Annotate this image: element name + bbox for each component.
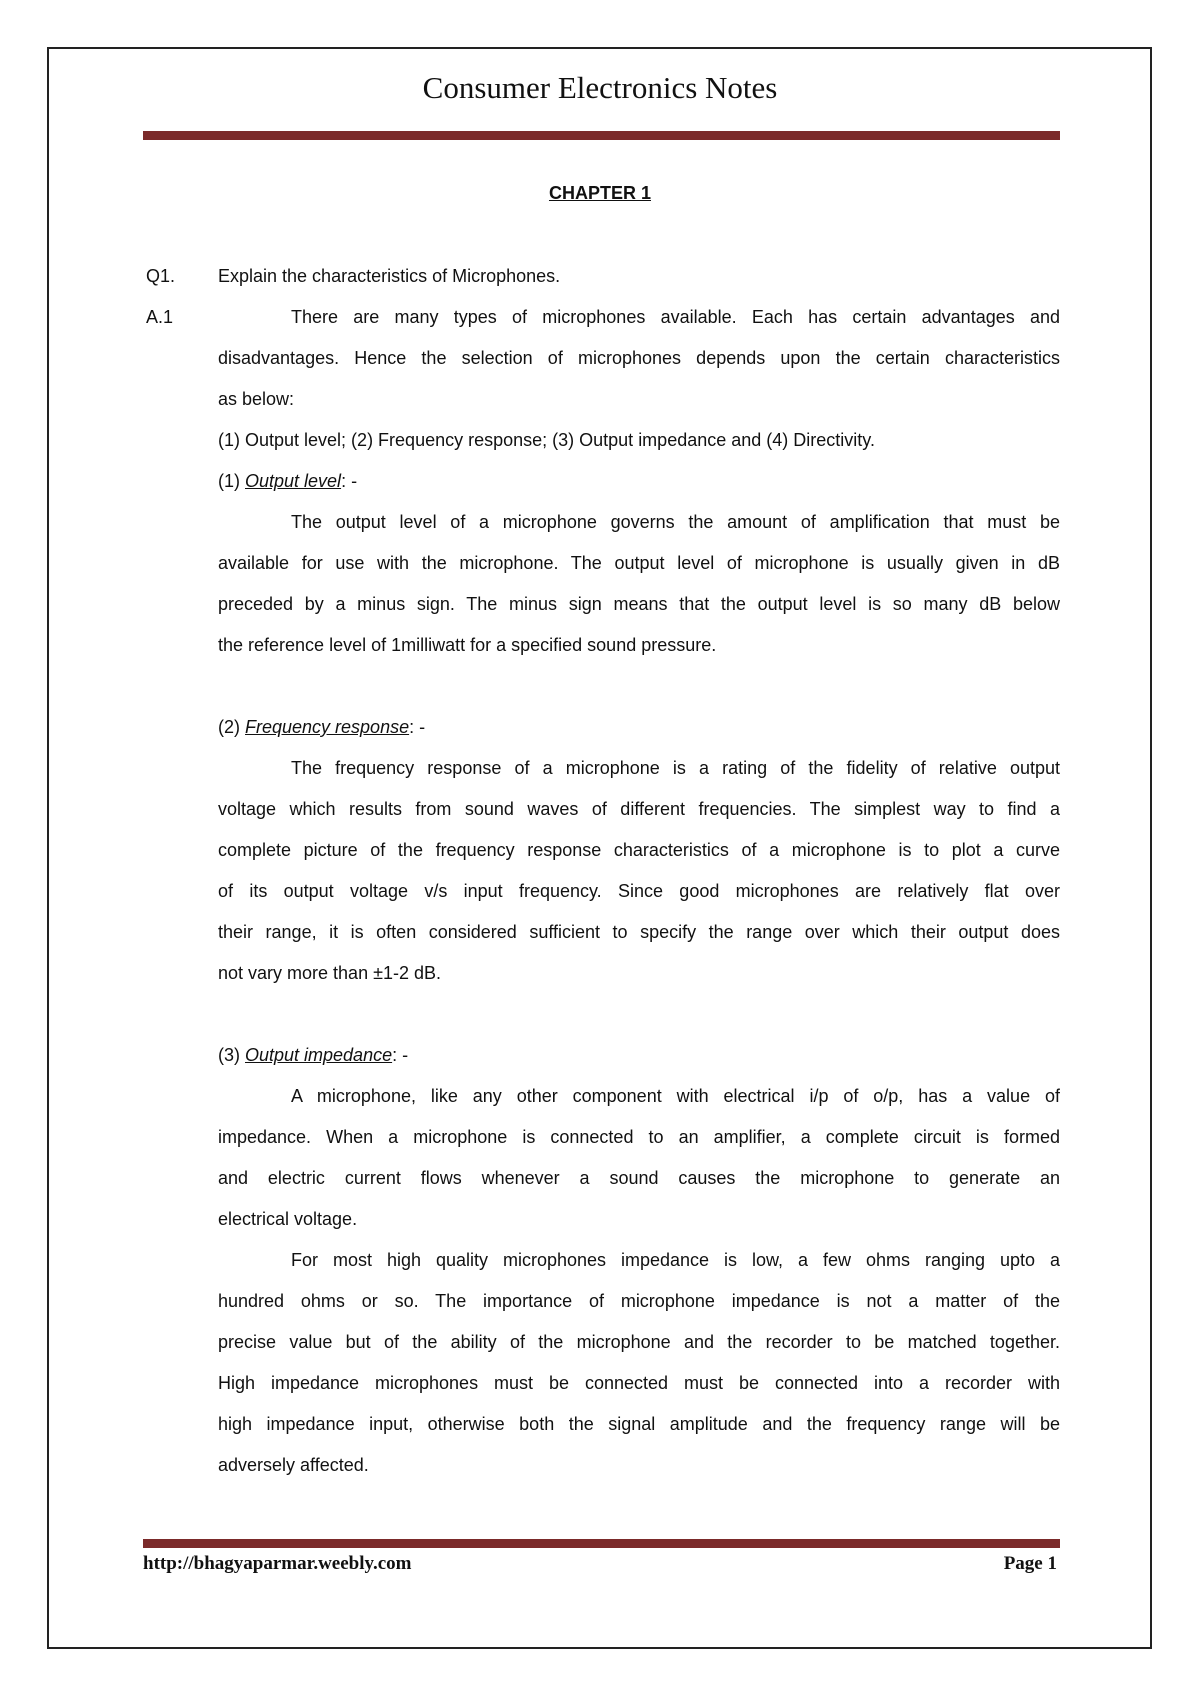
header-rule	[143, 131, 1060, 140]
section-1-heading	[218, 469, 357, 493]
section-2-line-4: of its output voltage v/s input frequency. Since good microphones are relatively flat over	[218, 881, 1060, 901]
section-3-title: Output impedance	[245, 1045, 393, 1065]
section-1-line-3: preceded by a minus sign. The minus sign means that the output level is so many dB below	[218, 594, 1060, 614]
section-1-line-1: The output level of a microphone governs the amount of amplification that must be	[291, 512, 1060, 532]
section-2-line-1: The frequency response of a microphone is a rating of the fidelity of relative output	[291, 758, 1060, 778]
section-2-line-3: complete picture of the frequency response characteristics of a microphone is to plot a curve	[218, 840, 1060, 860]
section-3-p2-line-4: High impedance microphones must be connected must be connected into a recorder with	[218, 1373, 1060, 1393]
section-1-line-2: available for use with the microphone. The output level of microphone is usually given in dB	[218, 553, 1060, 573]
section-2-line-2: voltage which results from sound waves of different frequencies. The simplest way to find a	[218, 799, 1060, 819]
footer-link[interactable]: http://bhagyaparmar.weebly.com	[143, 1553, 412, 1574]
section-2-suffix: : -	[409, 717, 426, 737]
intro-line-3: as below:	[218, 389, 295, 409]
question-text: Explain the characteristics of Microphones.	[218, 266, 561, 286]
section-2-num: (2)	[218, 717, 245, 737]
section-1-title: Output level	[245, 471, 342, 491]
intro-line-2: disadvantages. Hence the selection of microphones depends upon the certain characteristics	[218, 348, 1060, 368]
section-3-p1-line-2: impedance. When a microphone is connected to an amplifier, a complete circuit is formed	[218, 1127, 1060, 1147]
section-2-line-6: not vary more than ±1-2 dB.	[218, 963, 441, 983]
section-3-suffix: : -	[392, 1045, 409, 1065]
section-3-p2-line-3: precise value but of the ability of the microphone and the recorder to be matched together.	[218, 1332, 1060, 1352]
chapter-heading: CHAPTER 1	[548, 183, 651, 203]
footer-rule	[143, 1539, 1060, 1548]
intro-line-4: (1) Output level; (2) Frequency response; (3) Output impedance and (4) Directivity.	[218, 430, 875, 450]
question-label: Q1.	[146, 266, 176, 286]
section-3-p1-line-4: electrical voltage.	[218, 1209, 358, 1229]
section-3-heading	[218, 1043, 408, 1067]
section-3-p1-line-3: and electric current flows whenever a sound causes the microphone to generate an	[218, 1168, 1060, 1188]
section-2-title: Frequency response	[245, 717, 410, 737]
section-1-line-4: the reference level of 1milliwatt for a specified sound pressure.	[218, 635, 717, 655]
page-header-title: Consumer Electronics Notes	[422, 70, 778, 105]
section-3-num: (3)	[218, 1045, 245, 1065]
section-1-suffix: : -	[341, 471, 358, 491]
section-2-heading	[218, 715, 425, 739]
section-3-p2-line-1: For most high quality microphones impedance is low, a few ohms ranging upto a	[291, 1250, 1060, 1270]
section-1-num: (1)	[218, 471, 245, 491]
section-3-p2-line-6: adversely affected.	[218, 1455, 369, 1475]
section-3-p2-line-5: high impedance input, otherwise both the signal amplitude and the frequency range will be	[218, 1414, 1060, 1434]
section-3-p2-line-2: hundred ohms or so. The importance of microphone impedance is not a matter of the	[218, 1291, 1060, 1311]
answer-label: A.1	[146, 307, 174, 327]
section-3-p1-line-1: A microphone, like any other component with electrical i/p of o/p, has a value of	[291, 1086, 1060, 1106]
section-2-line-5: their range, it is often considered sufficient to specify the range over which their output does	[218, 922, 1060, 942]
intro-line-1: There are many types of microphones available. Each has certain advantages and	[291, 307, 1060, 327]
footer-page-number: Page 1	[1003, 1553, 1057, 1574]
